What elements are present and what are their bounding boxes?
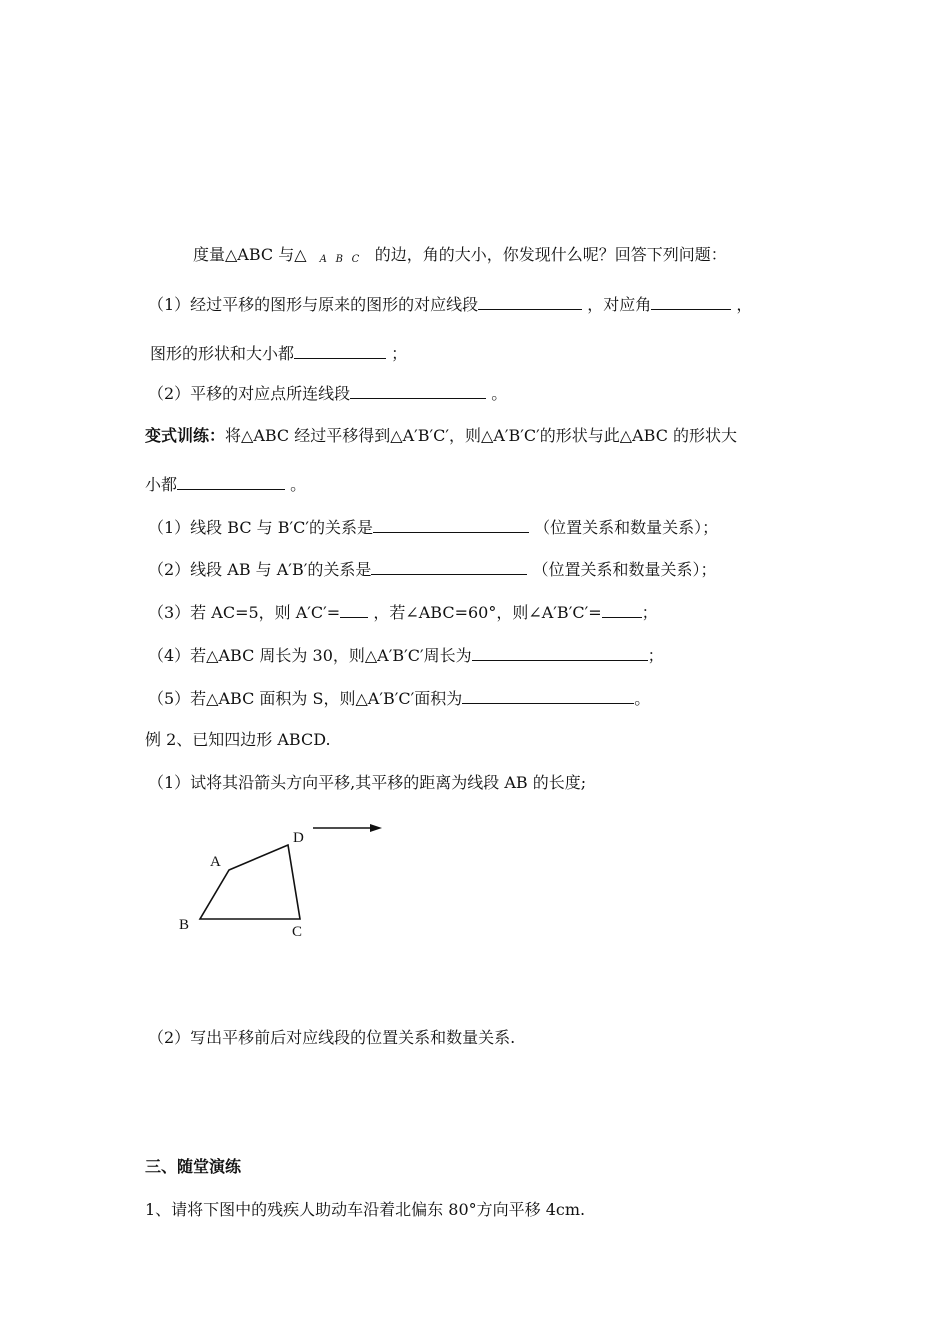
- blank-item5[interactable]: [462, 687, 634, 704]
- variant-item-5: （5）若△ABC 面积为 S，则△A′B′C′面积为 。: [148, 689, 651, 708]
- variant-item-4: （4）若△ABC 周长为 30，则△A′B′C′周长为 ；: [148, 646, 664, 665]
- blank-item3-angle[interactable]: [602, 601, 642, 618]
- label-d: D: [293, 830, 304, 846]
- prime-letter-a: A: [319, 254, 327, 265]
- variant-line2: 小都 。: [145, 475, 307, 494]
- prime-triangle-label: [312, 244, 370, 265]
- example2-q2: （2）写出平移前后对应线段的位置关系和数量关系.: [148, 1028, 516, 1047]
- example2-title: 例 2、已知四边形 ABCD.: [145, 730, 331, 749]
- prime-letter-b: B: [335, 254, 344, 265]
- section3-q1: 1、请将下图中的残疾人助动车沿着北偏东 80°方向平移 4cm.: [145, 1200, 586, 1219]
- blank-variant-shape[interactable]: [177, 473, 285, 490]
- label-c: C: [292, 924, 303, 940]
- measure-intro: 度量△ABC 与△ A B C 的边，角的大小，你发现什么呢？回答下列问题：: [193, 244, 727, 265]
- blank-q2-connect[interactable]: [350, 382, 486, 399]
- variant-item-1: （1）线段 BC 与 B′C′的关系是 （位置关系和数量关系）；: [148, 518, 719, 537]
- blank-item1[interactable]: [373, 516, 529, 533]
- blank-item4[interactable]: [472, 644, 648, 661]
- variant-item-2: （2）线段 AB 与 A′B′的关系是 （位置关系和数量关系）；: [148, 560, 717, 579]
- quadrilateral-figure: [170, 815, 430, 955]
- prime-letter-c: C: [351, 254, 360, 265]
- variant-intro: 变式训练：将△ABC 经过平移得到△A′B′C′，则△A′B′C′的形状与此△ABC 的形状大: [145, 426, 738, 445]
- blank-q1-shape[interactable]: [294, 342, 386, 359]
- blank-q1-angles[interactable]: [651, 293, 731, 310]
- variant-label: 变式训练：: [145, 426, 226, 445]
- arrow-head: [370, 824, 382, 832]
- variant-item-3: （3）若 AC=5，则 A′C′= ，若∠ABC=60°，则∠A′B′C′= ；: [148, 603, 658, 622]
- section3-heading: 三、随堂演练: [145, 1157, 242, 1176]
- measure-q1: （1）经过平移的图形与原来的图形的对应线段 ，对应角 ，: [148, 295, 753, 314]
- label-a: A: [210, 854, 221, 870]
- measure-q1-line2: 图形的形状和大小都 ；: [150, 344, 408, 363]
- label-b: B: [179, 917, 190, 933]
- blank-item2[interactable]: [371, 558, 527, 575]
- blank-q1-segments[interactable]: [478, 293, 582, 310]
- measure-q2: （2）平移的对应点所连线段 。: [148, 384, 508, 403]
- example2-q1: （1）试将其沿箭头方向平移,其平移的距离为线段 AB 的长度;: [148, 773, 587, 792]
- blank-item3-length[interactable]: [340, 601, 368, 618]
